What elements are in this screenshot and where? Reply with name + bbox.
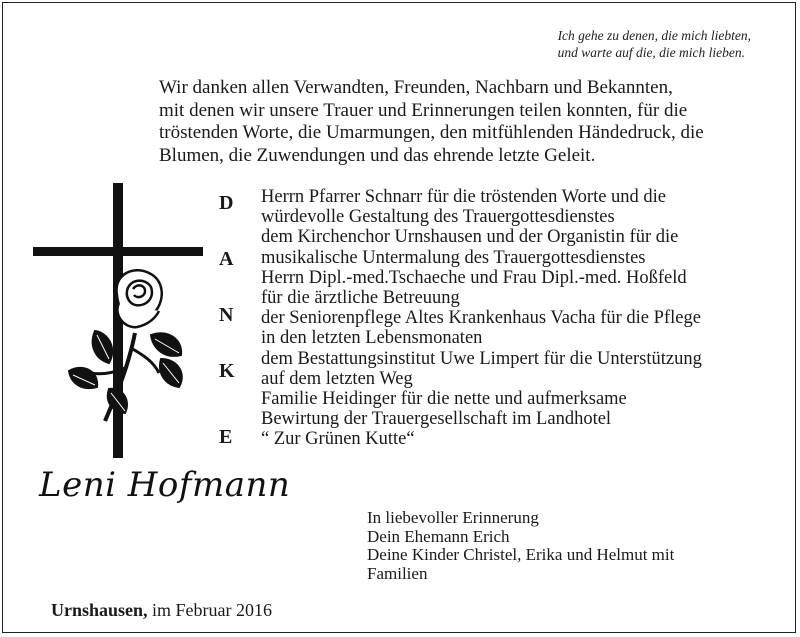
regards-line: Dein Ehemann Erich: [367, 526, 510, 546]
thanks-line: der Seniorenpflege Altes Krankenhaus Vacha für die Pflege: [261, 308, 701, 329]
obituary-card: [2, 2, 796, 633]
signature-name: Leni Hofmann: [39, 465, 291, 505]
thanks-list: [261, 187, 791, 450]
intro-line: mit denen wir unsere Trauer und Erinnerungen teilen konnten, für die: [159, 99, 688, 121]
place-date-text: im Februar 2016: [152, 600, 273, 620]
motto-line: Ich gehe zu denen, die mich liebten,: [557, 28, 751, 43]
thanks-line: in den letzten Lebensmonaten: [261, 328, 483, 349]
regards-line: Familien: [367, 563, 428, 583]
danke-letter: A: [219, 248, 234, 270]
motto-line: und warte auf die, die mich lieben.: [557, 45, 746, 60]
intro-line: Blumen, die Zuwendungen und das ehrende letzte Geleit.: [159, 144, 596, 166]
place-date: [51, 600, 272, 621]
danke-letter: K: [219, 360, 235, 382]
regards-line: In liebevoller Erinnerung: [367, 508, 539, 527]
thanks-line: dem Kirchenchor Urnshausen und der Organistin für die: [261, 227, 679, 248]
danke-letter: D: [219, 192, 234, 214]
thanks-line: Bewirtung der Trauergesellschaft im Landhotel: [261, 409, 612, 430]
thanks-line: für die ärztliche Betreuung: [261, 288, 460, 309]
motto-quote: [558, 27, 751, 61]
thanks-line: dem Bestattungsinstitut Uwe Limpert für die Unterstützung: [261, 348, 702, 369]
place-town: Urnshausen,: [51, 600, 148, 620]
intro-text: [159, 77, 779, 167]
regards-line: Deine Kinder Christel, Erika und Helmut mit: [367, 545, 675, 565]
thanks-line: Familie Heidinger für die nette und aufmerksame: [261, 389, 627, 410]
thanks-line: musikalische Untermalung des Trauergottesdienstes: [261, 247, 646, 268]
thanks-line: “ Zur Grünen Kutte“: [261, 429, 415, 450]
thanks-line: Herrn Pfarrer Schnarr für die tröstenden Worte und die: [261, 187, 667, 207]
danke-letter: E: [219, 426, 233, 448]
intro-line: tröstenden Worte, die Umarmungen, den mitfühlenden Händedruck, die: [159, 122, 704, 143]
thanks-line: würdevolle Gestaltung des Trauergottesdienstes: [261, 207, 615, 228]
intro-line: Wir danken allen Verwandten, Freunden, Nachbarn und Bekannten,: [159, 77, 673, 98]
regards-block: [367, 509, 787, 583]
thanks-line: Herrn Dipl.-med.Tschaeche und Frau Dipl.-med. Hoßfeld: [261, 267, 687, 288]
danke-letter: N: [219, 304, 234, 326]
cross-with-rose-icon: [33, 183, 203, 463]
thanks-line: auf dem letzten Weg: [261, 368, 413, 389]
